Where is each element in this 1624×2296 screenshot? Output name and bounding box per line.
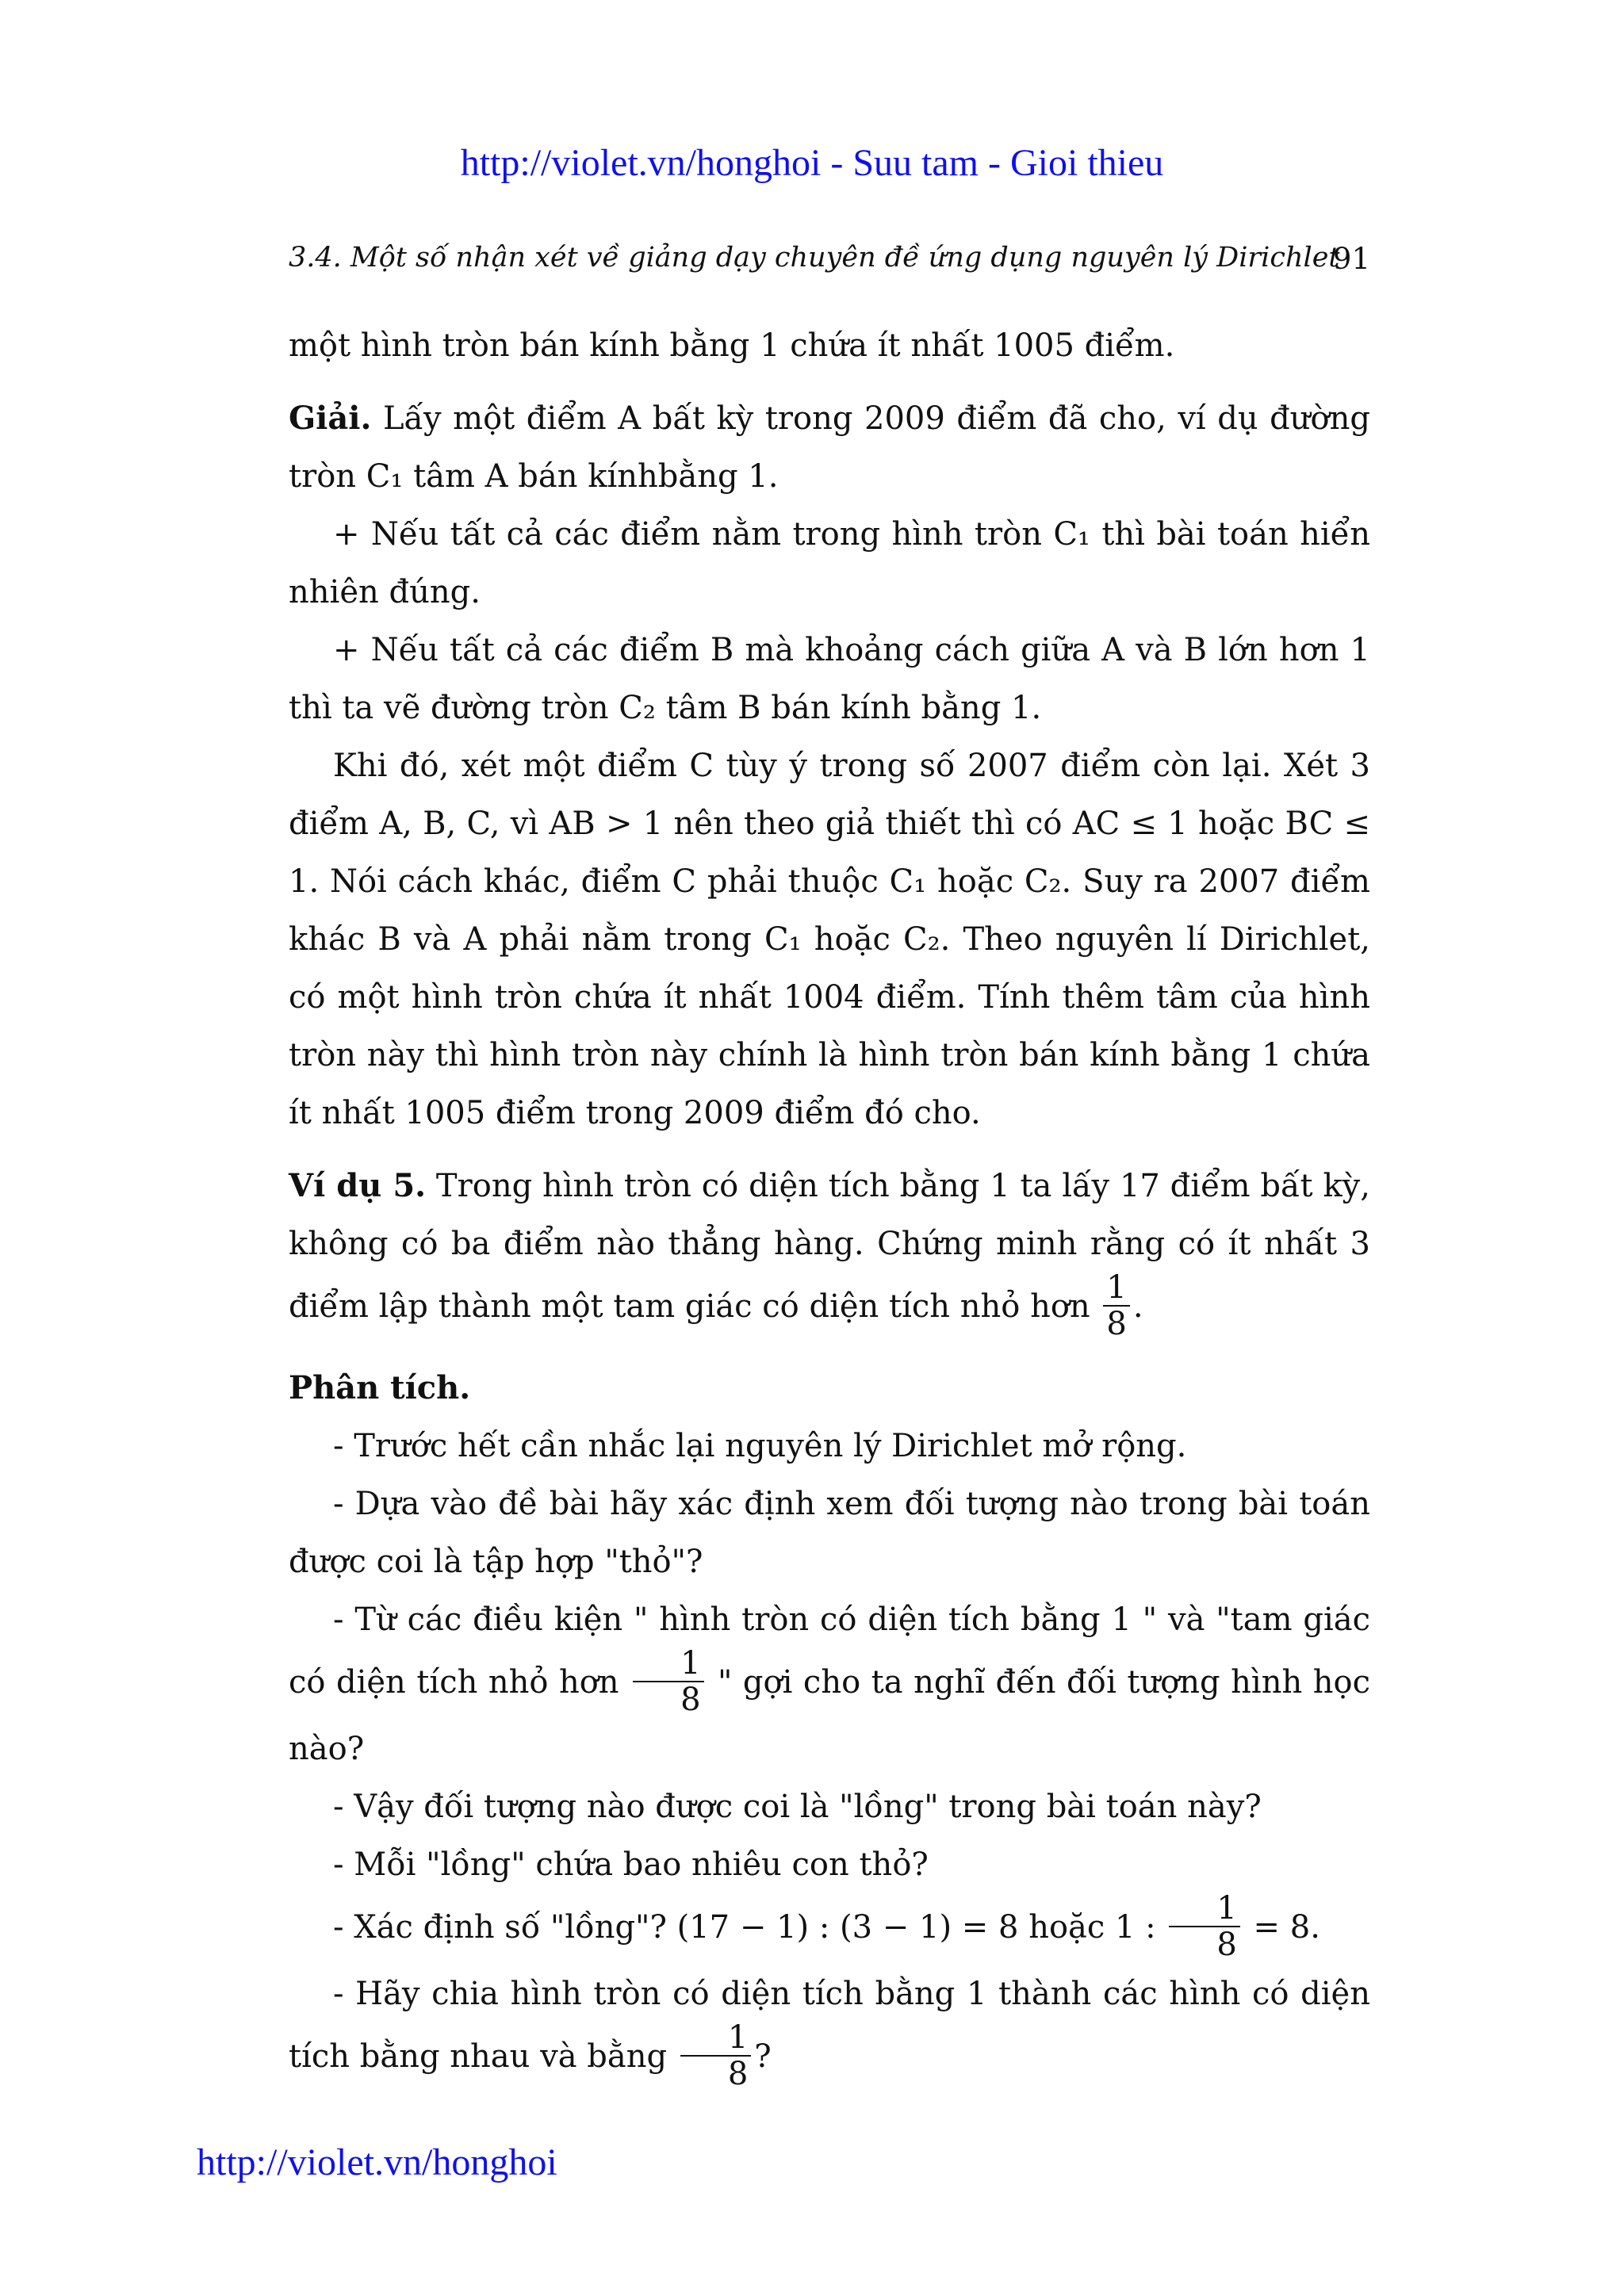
fraction-denominator: 8 (1216, 1927, 1237, 1963)
case-3: Khi đó, xét một điểm C tùy ý trong số 2007 điểm còn lại. Xét 3 điểm A, B, C, vì AB > 1 nên theo giả thiết thì có AC ≤ 1 hoặc BC ≤ 1. Nói cách khác, điểm C phải thuộc C₁ hoặc C₂. Suy ra 2007 điểm khác B và A phải nằm trong C₁ hoặc C₂. Theo nguyên lí Dirichlet, có một hình tròn chứa ít nhất 1004 điểm. Tính thêm tâm của hình tròn này thì hình tròn này chính là hình tròn bán kính bằng 1 chứa ít nhất 1005 điểm trong 2009 điểm đó cho. (289, 748, 1370, 1131)
analysis-item-5: - Mỗi "lồng" chứa bao nhiêu con thỏ? (333, 1846, 929, 1883)
analysis-item-3-text: - Từ các điều kiện " hình tròn có diện tích bằng 1 " và "tam giác có diện tích nhỏ hơn (289, 1601, 1370, 1701)
paragraph-intro: một hình tròn bán kính bằng 1 chứa ít nhất 1005 điểm. (289, 327, 1175, 364)
case-1: + Nếu tất cả các điểm nằm trong hình tròn C₁ thì bài toán hiển nhiên đúng. (289, 516, 1370, 610)
solution-label: Giải. (289, 400, 372, 437)
analysis-item-3-end: " gợi cho ta nghĩ đến đối tượng hình học nào? (289, 1664, 1370, 1767)
fraction-denominator: 8 (1106, 1306, 1127, 1342)
analysis-item-4: - Vậy đối tượng nào được coi là "lồng" trong bài toán này? (333, 1789, 1262, 1825)
fraction-denominator: 8 (727, 2056, 749, 2092)
fraction (1103, 1270, 1129, 1341)
fraction (633, 1646, 703, 1717)
fraction-numerator: 1 (680, 2020, 751, 2057)
analysis-label: Phân tích. (289, 1369, 471, 1406)
analysis-heading (289, 1359, 1370, 1418)
running-title: 3.4. Một số nhận xét về giảng dạy chuyên đề ứng dụng nguyên lý Dirichlet (289, 242, 1340, 274)
example-label: Ví dụ 5. (289, 1167, 427, 1204)
solution-paragraph (289, 389, 1370, 506)
page-content (289, 317, 1370, 2095)
header-link[interactable]: http://violet.vn/honghoi - Suu tam - Gioi thieu (460, 142, 1164, 184)
fraction-numerator: 1 (1103, 1270, 1129, 1307)
solution-text: Lấy một điểm A bất kỳ trong 2009 điểm đã cho, ví dụ đường tròn C₁ tâm A bán kínhbằng 1. (289, 400, 1370, 495)
case-2: + Nếu tất cả các điểm B mà khoảng cách giữa A và B lớn hơn 1 thì ta vẽ đường tròn C₂ tâm B bán kính bằng 1. (289, 632, 1370, 726)
analysis-item-3 (289, 1591, 1370, 1778)
example-5 (289, 1157, 1370, 1345)
analysis-item-7-end: ? (754, 2038, 772, 2075)
fraction-denominator: 8 (680, 1682, 701, 1718)
fraction-numerator: 1 (633, 1646, 703, 1682)
fraction (1169, 1891, 1239, 1962)
example-text: Trong hình tròn có diện tích bằng 1 ta lấy 17 điểm bất kỳ, không có ba điểm nào thẳng hàng. Chứng minh rằng có ít nhất 3 điểm lập thành một tam giác có diện tích nhỏ hơn (289, 1168, 1370, 1325)
fraction (680, 2020, 751, 2091)
example-end: . (1132, 1288, 1143, 1325)
analysis-item-1: - Trước hết cần nhắc lại nguyên lý Dirichlet mở rộng. (333, 1428, 1187, 1464)
analysis-item-6-text: - Xác định số "lồng"? (17 − 1) : (3 − 1) = 8 hoặc 1 : (333, 1909, 1166, 1946)
fraction-numerator: 1 (1169, 1891, 1239, 1927)
analysis-item-2: - Dựa vào đề bài hãy xác định xem đối tượng nào trong bài toán được coi là tập hợp "thỏ"? (289, 1486, 1370, 1580)
page-number: 91 (1332, 242, 1370, 276)
analysis-item-6-end: = 8. (1243, 1909, 1320, 1946)
analysis-item-7 (289, 1965, 1370, 2095)
analysis-item-6 (289, 1890, 1370, 1965)
footer-link[interactable]: http://violet.vn/honghoi (197, 2141, 557, 2183)
analysis-item-7-text: - Hãy chia hình tròn có diện tích bằng 1 thành các hình có diện tích bằng nhau và bằng (289, 1976, 1370, 2075)
